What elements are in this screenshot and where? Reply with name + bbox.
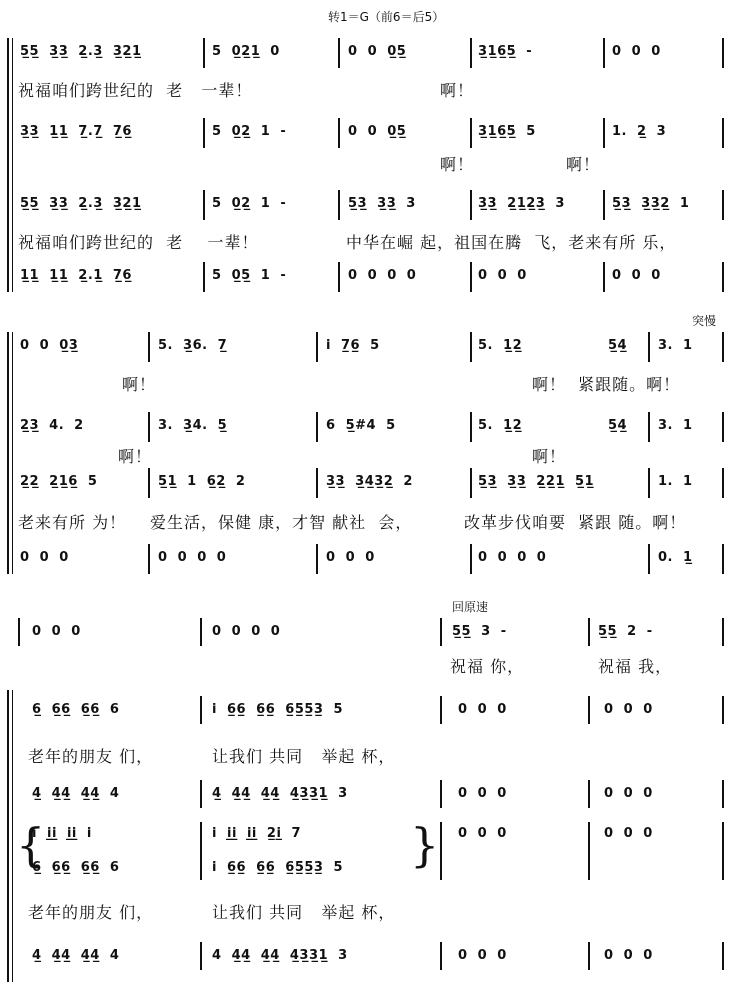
- measure: 0 0 0: [326, 550, 375, 565]
- staff-line-1: [0, 624, 739, 646]
- lyric: 祝福 你，: [450, 657, 525, 676]
- measure: 5 0̲2̲1̲ 0: [212, 44, 280, 59]
- measure: 0 0 0: [604, 826, 653, 841]
- measure: 5̲4̲: [608, 418, 628, 433]
- key-change-marking: 转1＝G（前6＝后5）: [328, 10, 445, 24]
- measure: 6̲ 6̲6̲ 6̲6̲ 6: [32, 702, 120, 717]
- measure: 5̲3̲ 3̲3̲2̲ 1: [612, 196, 690, 211]
- measure: 0 0 0: [604, 948, 653, 963]
- measure: 0 0 0̲3̲: [20, 338, 79, 353]
- measure: 0 0 0: [20, 550, 69, 565]
- lyric: 爱生活，保健 康，才智 献社 会，: [150, 513, 413, 532]
- measure: 1. 1: [658, 474, 693, 489]
- measure: 0 0 0 0: [478, 550, 547, 565]
- curly-brace: {: [16, 818, 46, 872]
- measure: 0 0 0̲5̲: [348, 44, 407, 59]
- measure: i 6̲6̲ 6̲6̲ 6̲5̲5̲3̲ 5: [212, 702, 344, 717]
- lyric: 老年的朋友 们，: [28, 903, 154, 922]
- staff-line-1: [0, 44, 739, 66]
- measure: 3̲1̲6̲5̲ -: [478, 44, 533, 59]
- measure: 1. 2̲ 3: [612, 124, 667, 139]
- measure: 0 0 0 0: [158, 550, 227, 565]
- measure: 0 0 0: [458, 702, 507, 717]
- measure: 3. 1: [658, 338, 693, 353]
- lyric: 老来有所 为！: [18, 513, 127, 532]
- staff-line-4a: [0, 826, 739, 848]
- measure: 4̲ 4̲4̲ 4̲4̲ 4: [32, 948, 120, 963]
- staff-line-4b: [0, 860, 739, 882]
- lyric-line-1: [0, 654, 739, 676]
- measure: 0 0 0: [612, 44, 661, 59]
- tempo-sudden-slow-marking: 突慢: [692, 314, 717, 328]
- lyric-line-1: [0, 78, 739, 100]
- measure: 0 0 0: [612, 268, 661, 283]
- measure: 5. 3̲6. 7̲: [158, 338, 228, 353]
- measure: 6̲ 6̲6̲ 6̲6̲ 6: [32, 860, 120, 875]
- measure: 4̲ 4̲4̲ 4̲4̲ 4̲3̲3̲1̲ 3: [212, 786, 348, 801]
- measure: 0 0 0: [604, 786, 653, 801]
- measure: 0 0 0 0: [212, 624, 281, 639]
- measure: 4̲ 4̲4̲ 4̲4̲ 4: [32, 786, 120, 801]
- lyric-line-2: [0, 744, 739, 766]
- measure: 0 0 0: [32, 624, 81, 639]
- measure: 3̲3̲ 3̲4̲3̲2̲ 2: [326, 474, 413, 489]
- measure: 5 0̲2̲ 1 -: [212, 124, 287, 139]
- measure: 3. 3̲4. 5̲: [158, 418, 228, 433]
- staff-line-4: [0, 268, 739, 290]
- lyric-line-1: [0, 372, 739, 394]
- lyric: 啊！ 紧跟随。啊！: [532, 375, 681, 394]
- lyric: 老年的朋友 们，: [28, 747, 154, 766]
- measure: 0. 1̲: [658, 550, 693, 565]
- measure: 5̲4̲: [608, 338, 628, 353]
- lyric: 中华在崛 起，祖国在腾 飞，老来有所 乐，: [346, 233, 677, 252]
- measure: 5̲5̲ 3 -: [452, 624, 507, 639]
- measure: 2̲3̲ 4. 2: [20, 418, 84, 433]
- measure: 5 0̲5̲ 1 -: [212, 268, 287, 283]
- measure: 0 0 0: [458, 948, 507, 963]
- measure: 5. 1̲2̲: [478, 418, 523, 433]
- measure: 5̲5̲ 2 -: [598, 624, 653, 639]
- lyric: 让我们 共同 举起 杯，: [212, 747, 396, 766]
- measure: 1̲1̲ 1̲1̲ 2̲.1̲ 7̲6̲: [20, 268, 132, 283]
- measure: 5̲3̲ 3̲3̲ 3: [348, 196, 416, 211]
- tempo-return-marking: 回原速: [452, 600, 489, 614]
- measure: i i̲i̲ i̲i̲ 2̲i̲ 7: [212, 826, 302, 841]
- measure: 5 0̲2̲ 1 -: [212, 196, 287, 211]
- lyric-line-3: [0, 510, 739, 532]
- staff-line-4: [0, 550, 739, 572]
- measure: i 6̲6̲ 6̲6̲ 6̲5̲5̲3̲ 5: [212, 860, 344, 875]
- measure: 0 0 0: [458, 786, 507, 801]
- lyric: 让我们 共同 举起 杯，: [212, 903, 396, 922]
- measure: 5. 1̲2̲: [478, 338, 523, 353]
- lyric-line-2: [0, 444, 739, 466]
- measure: i 7̲6̲ 5: [326, 338, 380, 353]
- lyric: 啊！: [118, 447, 153, 466]
- staff-line-5: [0, 948, 739, 970]
- lyric: 啊！: [440, 81, 475, 100]
- lyric: 祝福 我，: [598, 657, 673, 676]
- measure: 6 5̲#4 5: [326, 418, 396, 433]
- measure: 3. 1: [658, 418, 693, 433]
- curly-brace-right: }: [410, 818, 440, 872]
- lyric-line-4: [0, 900, 739, 922]
- measure: 0 0 0̲5̲: [348, 124, 407, 139]
- lyric: 改革步伐咱要 紧跟 随。啊！: [464, 513, 687, 532]
- staff-line-2: [0, 418, 739, 440]
- measure: 3̲3̲ 2̲1̲2̲3̲ 3: [478, 196, 565, 211]
- measure: 4 4̲4̲ 4̲4̲ 4̲3̲3̲1̲ 3: [212, 948, 348, 963]
- measure: 0 0 0: [458, 826, 507, 841]
- lyric-line-3: [0, 230, 739, 252]
- lyric-line-2: [0, 152, 739, 174]
- lyric: 啊！: [122, 375, 157, 394]
- measure: 2̲2̲ 2̲1̲6̲ 5: [20, 474, 98, 489]
- measure: 0 0 0: [478, 268, 527, 283]
- lyric: 祝福咱们跨世纪的 老 一辈！: [18, 233, 259, 252]
- measure: 3̲1̲6̲5̲ 5: [478, 124, 536, 139]
- measure: 5̲5̲ 3̲3̲ 2̲.3̲ 3̲2̲1̲: [20, 44, 142, 59]
- staff-line-1: [0, 338, 739, 360]
- staff-line-2: [0, 124, 739, 146]
- staff-line-2: [0, 702, 739, 724]
- measure: 5̲5̲ 3̲3̲ 2̲.3̲ 3̲2̲1̲: [20, 196, 142, 211]
- lyric: 啊！: [566, 155, 601, 174]
- staff-line-3: [0, 786, 739, 808]
- measure: 3̲3̲ 1̲1̲ 7̲.7̲ 7̲6̲: [20, 124, 132, 139]
- lyric: 啊！: [532, 447, 567, 466]
- measure: 0 0 0 0: [348, 268, 417, 283]
- lyric: 啊！: [440, 155, 475, 174]
- measure: 5̲3̲ 3̲3̲ 2̲2̲1̲ 5̲1̲: [478, 474, 595, 489]
- lyric: 祝福咱们跨世纪的 老 一辈！: [18, 81, 253, 100]
- measure: i i̲i̲ i̲i̲ i: [32, 826, 92, 841]
- measure: 0 0 0: [604, 702, 653, 717]
- staff-line-3: [0, 474, 739, 496]
- staff-line-3: [0, 196, 739, 218]
- measure: 5̲1̲ 1 6̲2̲ 2: [158, 474, 246, 489]
